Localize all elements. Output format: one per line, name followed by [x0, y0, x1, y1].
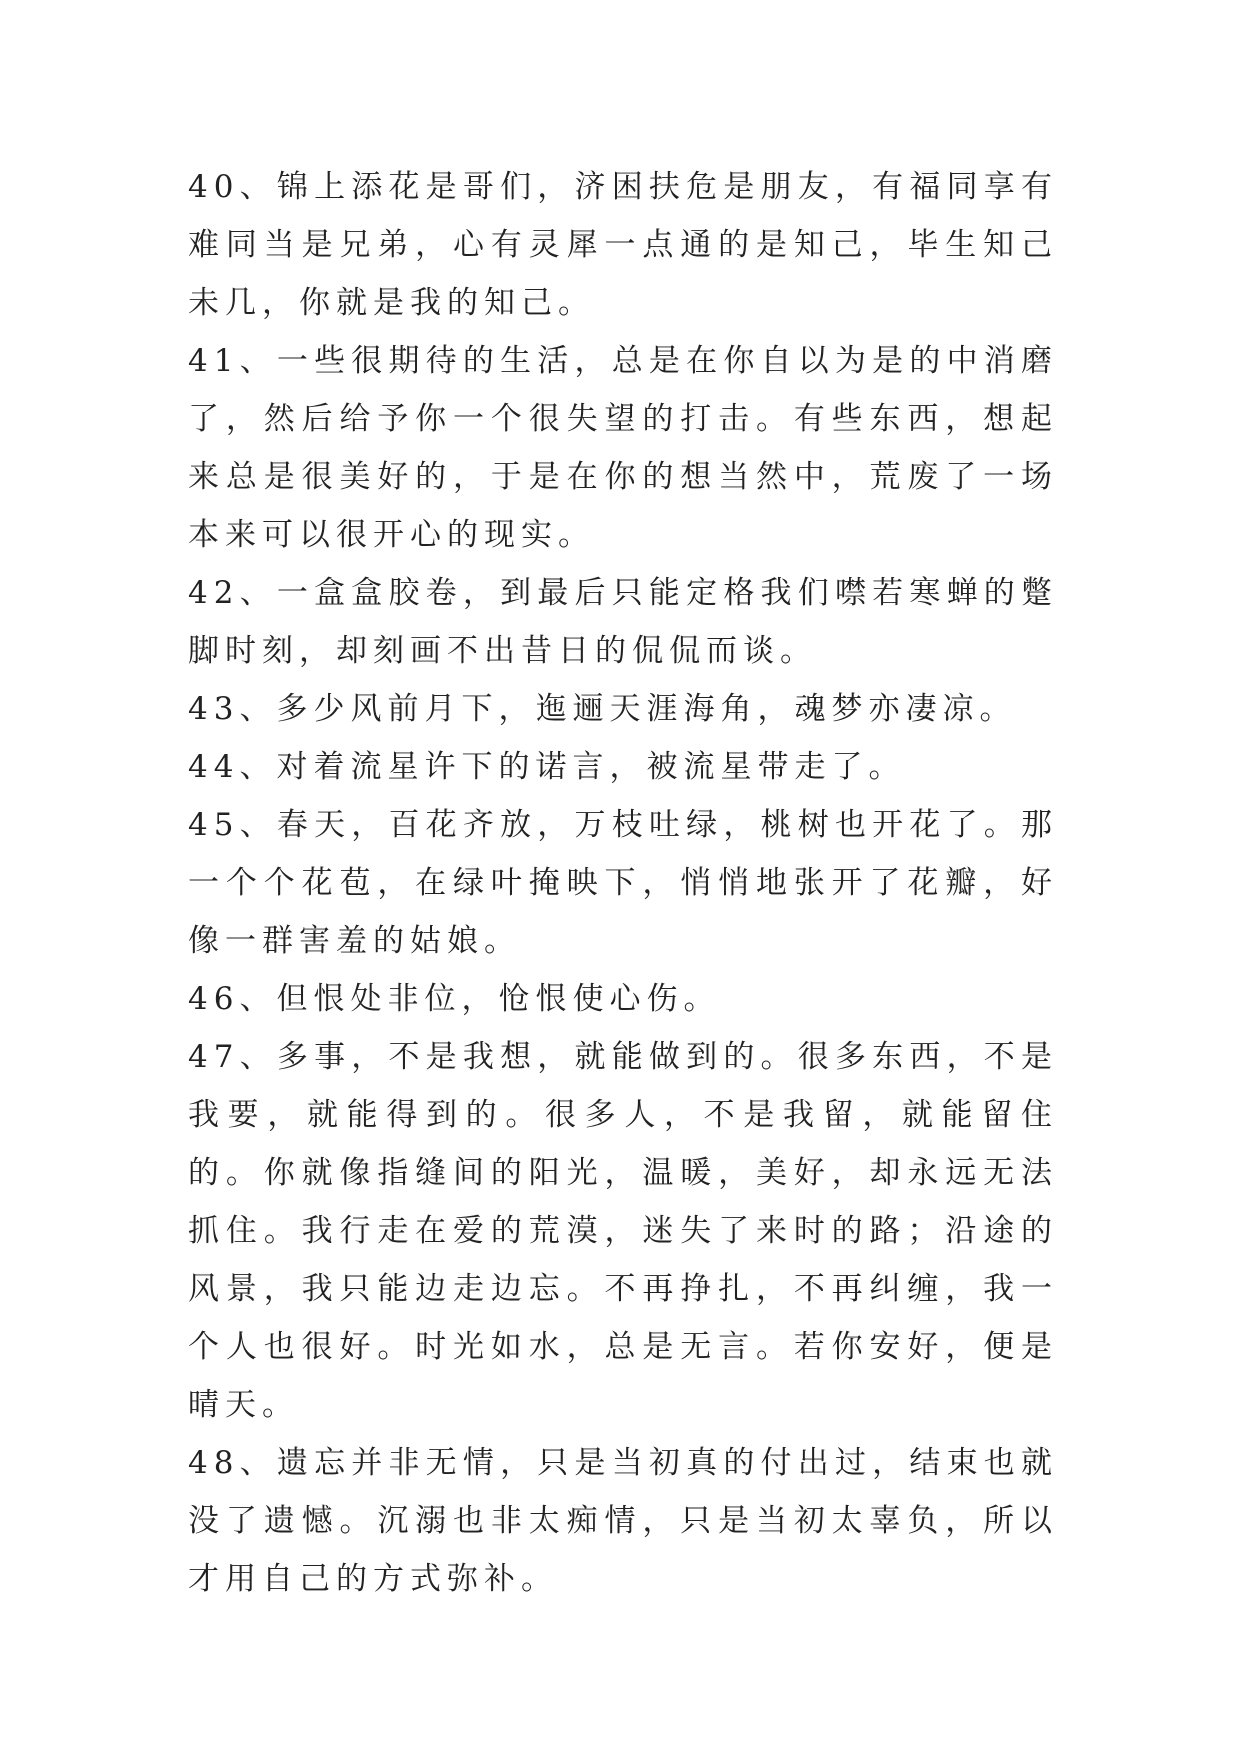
- paragraph-43: 43、多少风前月下，迤逦天涯海角，魂梦亦凄凉。: [188, 691, 1017, 727]
- paragraph-45: 45、春天，百花齐放，万枝吐绿，桃树也开花了。那一个个花苞，在绿叶掩映下，悄悄地张开了花瓣，好像一群害羞的姑娘。: [188, 807, 1058, 959]
- paragraph-42: 42、一盒盒胶卷，到最后只能定格我们噤若寒蝉的蹩脚时刻，却刻画不出昔日的侃侃而谈。: [188, 575, 1058, 669]
- paragraph-40: 40、锦上添花是哥们，济困扶危是朋友，有福同享有难同当是兄弟，心有灵犀一点通的是知己，毕生知己未几，你就是我的知己。: [188, 169, 1058, 321]
- paragraph-48: 48、遗忘并非无情，只是当初真的付出过，结束也就没了遗憾。沉溺也非太痴情，只是当初太辜负，所以才用自己的方式弥补。: [188, 1445, 1058, 1597]
- paragraph-47: 47、多事，不是我想，就能做到的。很多东西，不是我要，就能得到的。很多人，不是我留，就能留住的。你就像指缝间的阳光，温暖，美好，却永远无法抓住。我行走在爱的荒漠，迷失了来时的路；沿途的风景，我只能边走边忘。不再挣扎，不再纠缠，我一个人也很好。时光如水，总是无言。若你安好，便是晴天。: [188, 1039, 1058, 1423]
- paragraph-44: 44、对着流星许下的诺言，被流星带走了。: [188, 749, 906, 785]
- document-body: [188, 158, 1058, 1608]
- paragraph-46: 46、但恨处非位，怆恨使心伤。: [188, 981, 721, 1017]
- paragraph-41: 41、一些很期待的生活，总是在你自以为是的中消磨了，然后给予你一个很失望的打击。有些东西，想起来总是很美好的，于是在你的想当然中，荒废了一场本来可以很开心的现实。: [188, 343, 1058, 553]
